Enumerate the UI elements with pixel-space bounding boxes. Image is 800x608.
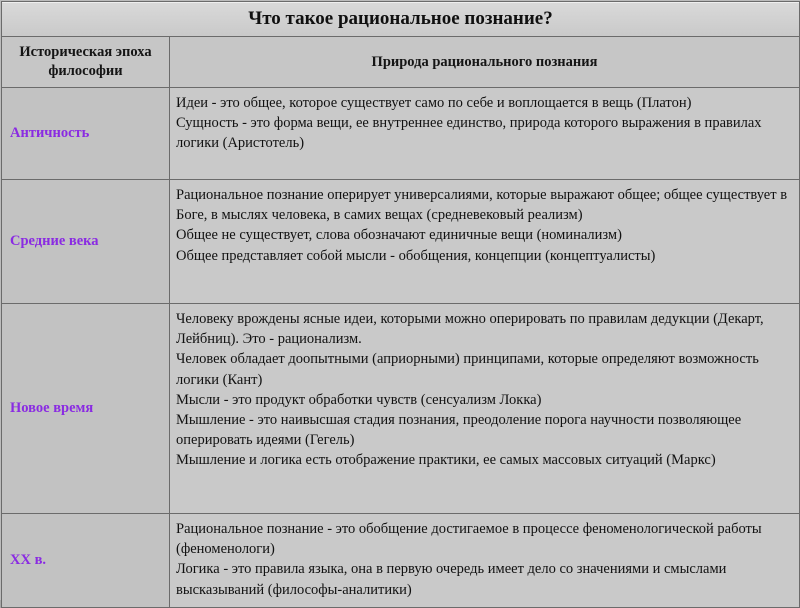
desc-line: Идеи - это общее, которое существует само по себе и воплощается в вещь (Платон): [176, 95, 692, 111]
desc-antiquity: [170, 88, 800, 180]
era-20th-century: XX в.: [2, 514, 170, 608]
desc-line: Человек обладает доопытными (априорными) принципами, которые определяют возможность логики (Кант): [176, 351, 759, 388]
desc-line: Рациональное познание оперирует универсалиями, которые выражают общее; общее существует в Боге, в мыслях человека, в самих вещах (средневековый реализм): [176, 187, 788, 224]
desc-line: Мышление - это наивысшая стадия познания, преодоление порога научности позволяющее оперировать идеями (Гегель): [176, 412, 742, 449]
table-title: Что такое рациональное познание?: [2, 2, 800, 37]
desc-line: Сущность - это форма вещи, ее внутреннее единство, природа которого выражения в правилах логики (Аристотель): [176, 115, 762, 152]
era-antiquity: Античность: [2, 88, 170, 180]
philosophy-table: [1, 1, 800, 608]
era-modern-age: Новое время: [2, 304, 170, 514]
desc-line: Мышление и логика есть отображение практики, ее самых массовых ситуаций (Маркс): [176, 452, 716, 469]
desc-line: Рациональное познание - это обобщение достигаемое в процессе феноменологической работы (феноменологи): [176, 521, 762, 558]
table-row: [2, 304, 800, 514]
desc-line: Человеку врождены ясные идеи, которыми можно оперировать по правилам дедукции (Декарт, Лейбниц). Это - рационализм.: [176, 311, 764, 348]
table-row: [2, 88, 800, 180]
table-row: [2, 180, 800, 304]
desc-line: Логика - это правила языка, она в первую очередь имеет дело со значениями и смыслами высказываний (философы-аналитики): [176, 561, 727, 598]
desc-modern-age: [170, 304, 800, 514]
header-nature: Природа рационального познания: [170, 37, 800, 88]
desc-line: Общее представляет собой мысли - обобщения, концепции (концептуалисты): [176, 247, 656, 264]
desc-20th-century: [170, 514, 800, 608]
table-row: [2, 514, 800, 608]
desc-line: Мысли - это продукт обработки чувств (сенсуализм Локка): [176, 391, 542, 408]
desc-line: Общее не существует, слова обозначают единичные вещи (номинализм): [176, 227, 622, 244]
header-epoch: Историческая эпоха философии: [2, 37, 170, 88]
desc-middle-ages: [170, 180, 800, 304]
era-middle-ages: Средние века: [2, 180, 170, 304]
